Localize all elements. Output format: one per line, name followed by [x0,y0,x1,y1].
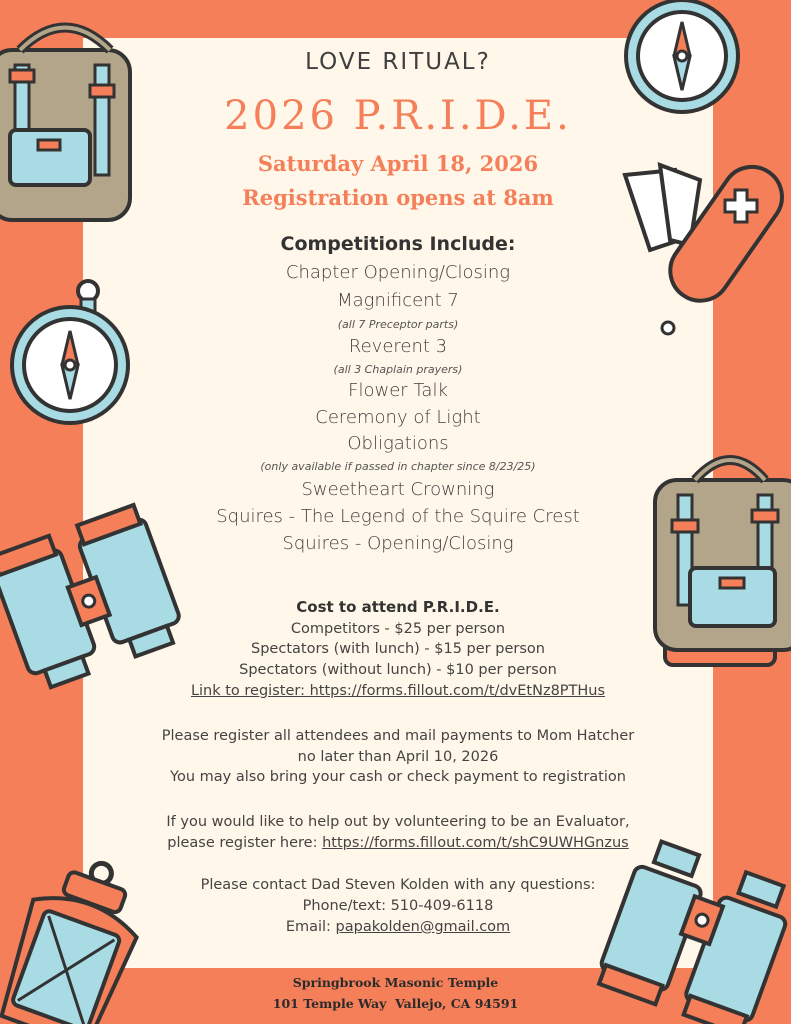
payment-line: Please register all attendees and mail payments to Mom Hatcher [161,728,635,744]
event-date: Saturday April 18, 2026 [257,151,539,176]
volunteer-line: If you would like to help out by volunteering to be an Evaluator, [166,814,630,830]
contact-phone: Phone/text: 510-409-6118 [302,898,494,914]
cost-line: Spectators (without lunch) - $10 per person [239,662,557,678]
volunteer-prefix: please register here: [167,835,323,851]
competition-note: (all 7 Preceptor parts) [337,318,459,331]
email-link[interactable]: papakolden@gmail.com [335,919,511,935]
payment-line: You may also bring your cash or check payment to registration [170,769,626,785]
event-title: 2026 P.R.I.D.E. [224,93,572,139]
competition-item: Obligations [347,433,449,454]
cost-heading: Cost to attend P.R.I.D.E. [296,598,500,616]
cost-line: Competitors - $25 per person [290,621,506,637]
register-link[interactable]: Link to register: https://forms.fillout.com/t/dvEtNz8PTHus [190,683,606,699]
contact-email-line [83,919,713,935]
registration-time: Registration opens at 8am [242,185,554,210]
volunteer-link[interactable]: https://forms.fillout.com/t/shC9UWHGnzus [322,835,629,851]
venue-name: Springbrook Masonic Temple [292,975,499,990]
competition-item: Reverent 3 [348,336,448,357]
competitions-heading: Competitions Include: [280,233,516,255]
email-prefix: Email: [285,919,336,935]
eyebrow-heading: LOVE RITUAL? [305,49,491,75]
competition-item: Ceremony of Light [315,407,481,428]
competition-item: Flower Talk [348,380,448,401]
cost-line: Spectators (with lunch) - $15 per person [251,641,545,657]
competition-item: Squires - Opening/Closing [282,533,514,554]
competition-note: (all 3 Chaplain prayers) [333,363,463,376]
volunteer-register-line [83,835,713,851]
competition-item: Magnificent 7 [337,290,459,311]
competition-item: Squires - The Legend of the Squire Crest [216,506,580,527]
competition-item: Sweetheart Crowning [301,479,495,500]
venue-address: 101 Temple Way Vallejo, CA 94591 [272,996,519,1011]
competition-note: (only available if passed in chapter since 8/23/25) [260,460,536,473]
contact-line: Please contact Dad Steven Kolden with any questions: [200,877,596,893]
competition-item: Chapter Opening/Closing [285,262,511,283]
payment-line: no later than April 10, 2026 [297,749,499,765]
